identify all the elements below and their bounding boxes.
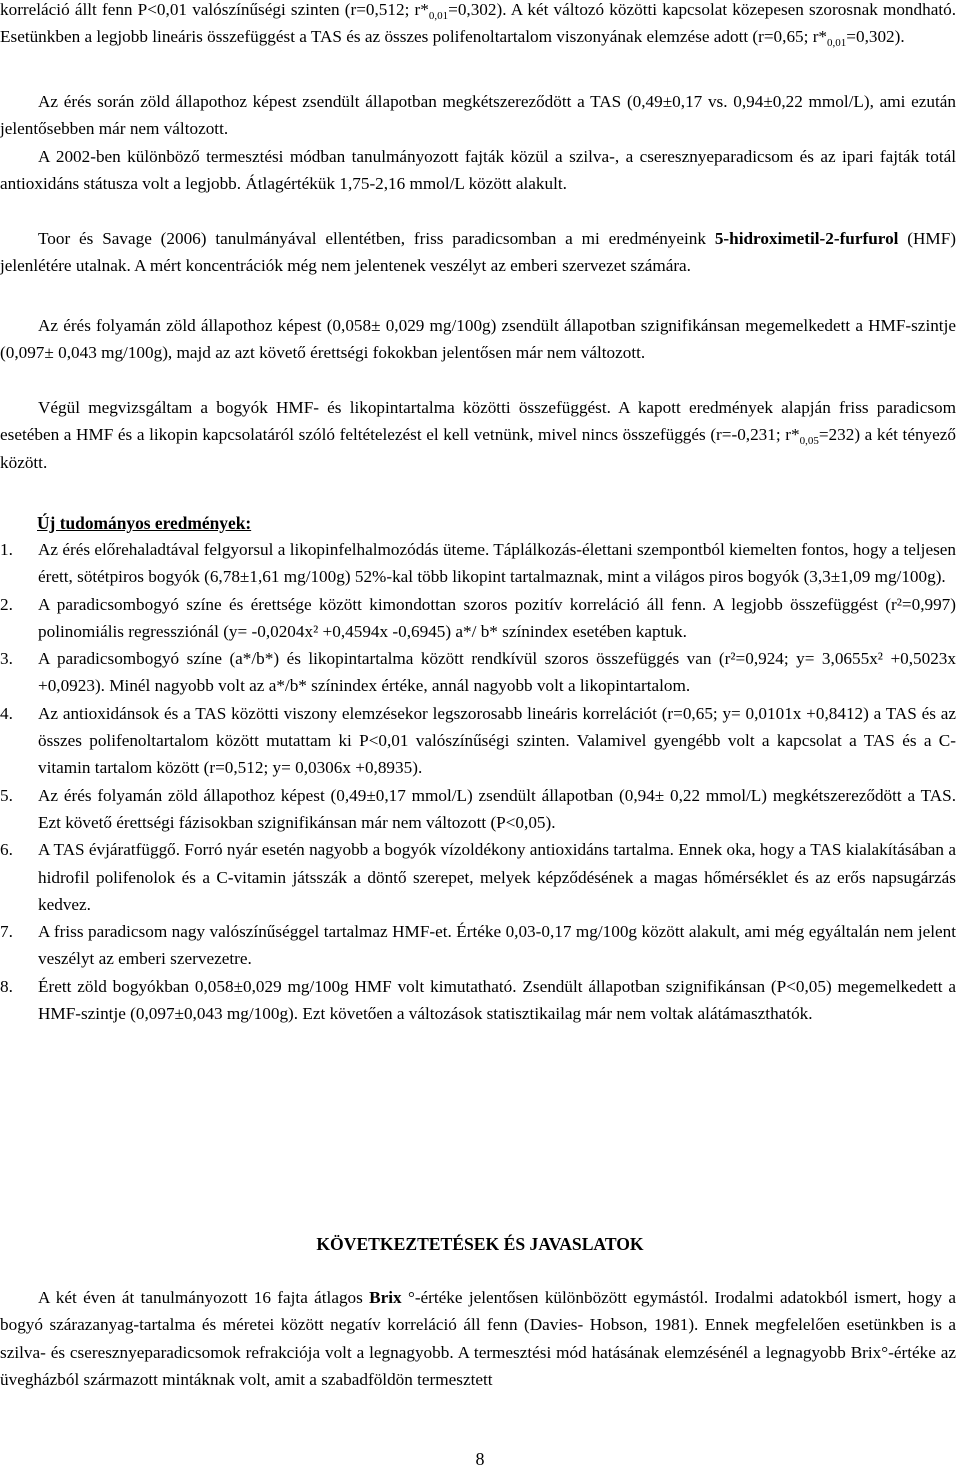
result-number: 7. (0, 922, 13, 942)
text-run: A két éven át tanulmányozott 16 fajta átlagos (38, 1288, 370, 1307)
paragraph-hmf-presence (0, 225, 956, 280)
paragraph-tas-ripening (0, 88, 956, 143)
result-number: 2. (0, 594, 13, 614)
result-item (0, 700, 956, 782)
paragraph-conclusion (0, 1284, 956, 1393)
results-heading: Új tudományos eredmények: (37, 513, 252, 533)
text-run: korreláció állt fenn P<0,01 valószínűségi szinten (r=0,512; r* (0, 0, 429, 19)
text-run: Toor és Savage (2006) tanulmányával ellentétben, friss paradicsomban a mi eredményeink (38, 229, 715, 248)
paragraph-cultivars (0, 143, 956, 198)
subscript: 0,01 (428, 10, 449, 22)
result-item (0, 591, 956, 646)
result-number: 4. (0, 703, 13, 723)
result-text: Az érés előrehaladtával felgyorsul a likopinfelhalmozódás üteme. Táplálkozás-élettani szempontból kiemelten fontos, hogy a teljesen érett, sötétpiros bogyók (6,78±1,61 mg/100g) 52%-kal több likopint tartalmaznak, mint a világos piros bogyók (3,3±1,09 mg/100g). (38, 540, 956, 587)
result-text: A paradicsombogyó színe (a*/b*) és likopintartalma között rendkívül szoros összefüggés van (r²=0,924; y= 3,0655x² +0,5023x +0,0923). Minél nagyobb volt az a*/b* színindex értéke, annál nagyobb volt a likopintartalom. (38, 649, 956, 696)
paragraph-hmf-lycopene (0, 394, 956, 476)
paragraph-correlation (0, 0, 956, 51)
result-number: 3. (0, 649, 13, 669)
text-run: °-értéke jelentősen különbözött egymástól. Irodalmi adatokból ismert, hogy a bogyó szárazanyag-tartalma és méretei között negatív korreláció áll fenn (Davies- Hobson, 1981). Ennek megfelelően esetünkben is a szilva- és cseresznyeparadicsomok refrakciója volt a legnagyobb. A termesztési mód hatásának elemzésénél a legnagyobb Brix°-értéke az üvegházból származott mintáknak volt, amit a szabadföldön termesztett (0, 1288, 956, 1389)
subscript: 0,05 (799, 435, 819, 448)
result-text: A friss paradicsom nagy valószínűséggel tartalmaz HMF-et. Értéke 0,03-0,17 mg/100g között alakult, ami még egyáltalán nem jelent veszélyt az emberi szervezetre. (38, 922, 956, 969)
text-run: =0,302). A két változó közötti kapcsolat közepesen szorosnak mondható. Esetünkben a legjobb lineáris összefüggést a TAS és az összes polifenoltartalom viszonyának elemzése adott (r=0,65; r* (0, 0, 957, 47)
text-run: Az érés folyamán zöld állapothoz képest (0,058± 0,029 mg/100g) zsendült állapotban szignifikánsan megemelkedett a HMF-szintje (0,097± 0,043 mg/100g), majd az azt követő érettségi fokokban jelentősen már nem változott. (0, 316, 956, 363)
result-text: Az antioxidánsok és a TAS közötti viszony elemzésekor legszorosabb lineáris korrelációt (r=0,65; y= 0,0101x +0,8412) a TAS és az összes polifenoltartalom között mutattam ki P<0,01 valószínűségi szinten. Valamivel gyengébb volt a kapcsolat a TAS és a C-vitamin tartalom között (r=0,512; y= 0,0306x +0,8935). (38, 703, 956, 778)
result-item (0, 645, 956, 700)
results-list (0, 536, 956, 1027)
text-run: (HMF) jelenlétére utalnak. A mért koncentrációk még nem jelentenek veszélyt az emberi szervezet számára. (0, 229, 956, 276)
result-item (0, 836, 956, 918)
text-run: Az érés során zöld állapothoz képest zsendült állapotban megkétszereződött a TAS (0,49±0,17 vs. 0,94±0,22 mmol/L), ami ezután jelentősebben már nem változott. (0, 92, 956, 139)
section-title: KÖVETKEZTETÉSEK ÉS JAVASLATOK (316, 1234, 644, 1254)
result-text: A paradicsombogyó színe és érettsége között kimondottan szoros pozitív korreláció áll fenn. A legjobb összefüggést (r²=0,997) polinomiális regressziónál (y= -0,0204x² +0,4594x -0,6945) a*/ b* színindex esetében kaptuk. (38, 594, 956, 641)
result-item (0, 536, 956, 591)
result-text: Érett zöld bogyókban 0,058±0,029 mg/100g HMF volt kimutatható. Zsendült állapotban szignifikánsan (P<0,05) megemelkedett a HMF-szintje (0,097±0,043 mg/100g). Ezt követően a változások statisztikailag már nem voltak alátámaszthatók. (38, 976, 956, 1024)
result-number: 1. (0, 540, 13, 559)
text-run: Végül megvizsgáltam a bogyók HMF- és likopintartalma közötti összefüggést. A kapott eredmények alapján friss paradicsom esetében a HMF és a likopin kapcsolatáról szóló feltételezést el kell vetnünk, mivel nincs összefüggés (r=-0,231; r* (0, 398, 956, 445)
subscript: 0,01 (827, 37, 847, 50)
text-run: A 2002-ben különböző termesztési módban tanulmányozott fajták közül a szilva-, a cseresznyeparadicsom és az ipari fajták totál antioxidáns státusza volt a legjobb. Átlagértékük 1,75-2,16 mmol/L között alakult. (0, 147, 956, 194)
result-item (0, 782, 956, 837)
result-text: Az érés folyamán zöld állapothoz képest (0,49±0,17 mmol/L) zsendült állapotban (0,94± 0,22 mmol/L) megkétszereződött a TAS. Ezt követő érettségi fázisokban szignifikánsan már nem változott (P<0,05). (38, 785, 956, 832)
result-number: 6. (0, 840, 13, 860)
result-number: 8. (0, 976, 13, 996)
result-text: A TAS évjáratfüggő. Forró nyár esetén nagyobb a bogyók vízoldékony antioxidáns tartalma. Ennek oka, hogy a TAS kialakításában a hidrofil polifenolok és a C-vitamin játsszák a döntő szerepet, melyek képződésének a magas hőmérséklet és az erős napsugárzás kedvez. (38, 840, 956, 914)
paragraph-hmf-ripening (0, 312, 956, 367)
text-run: =232) a két tényező között. (0, 425, 956, 472)
bold-term: 5-hidroximetil-2-furfurol (714, 229, 899, 248)
result-number: 5. (0, 785, 13, 805)
bold-term: Brix (369, 1288, 402, 1307)
text-run: =0,302). (846, 27, 905, 47)
result-item (0, 918, 956, 973)
page-number: 8 (475, 1449, 485, 1469)
result-item (0, 973, 956, 1028)
